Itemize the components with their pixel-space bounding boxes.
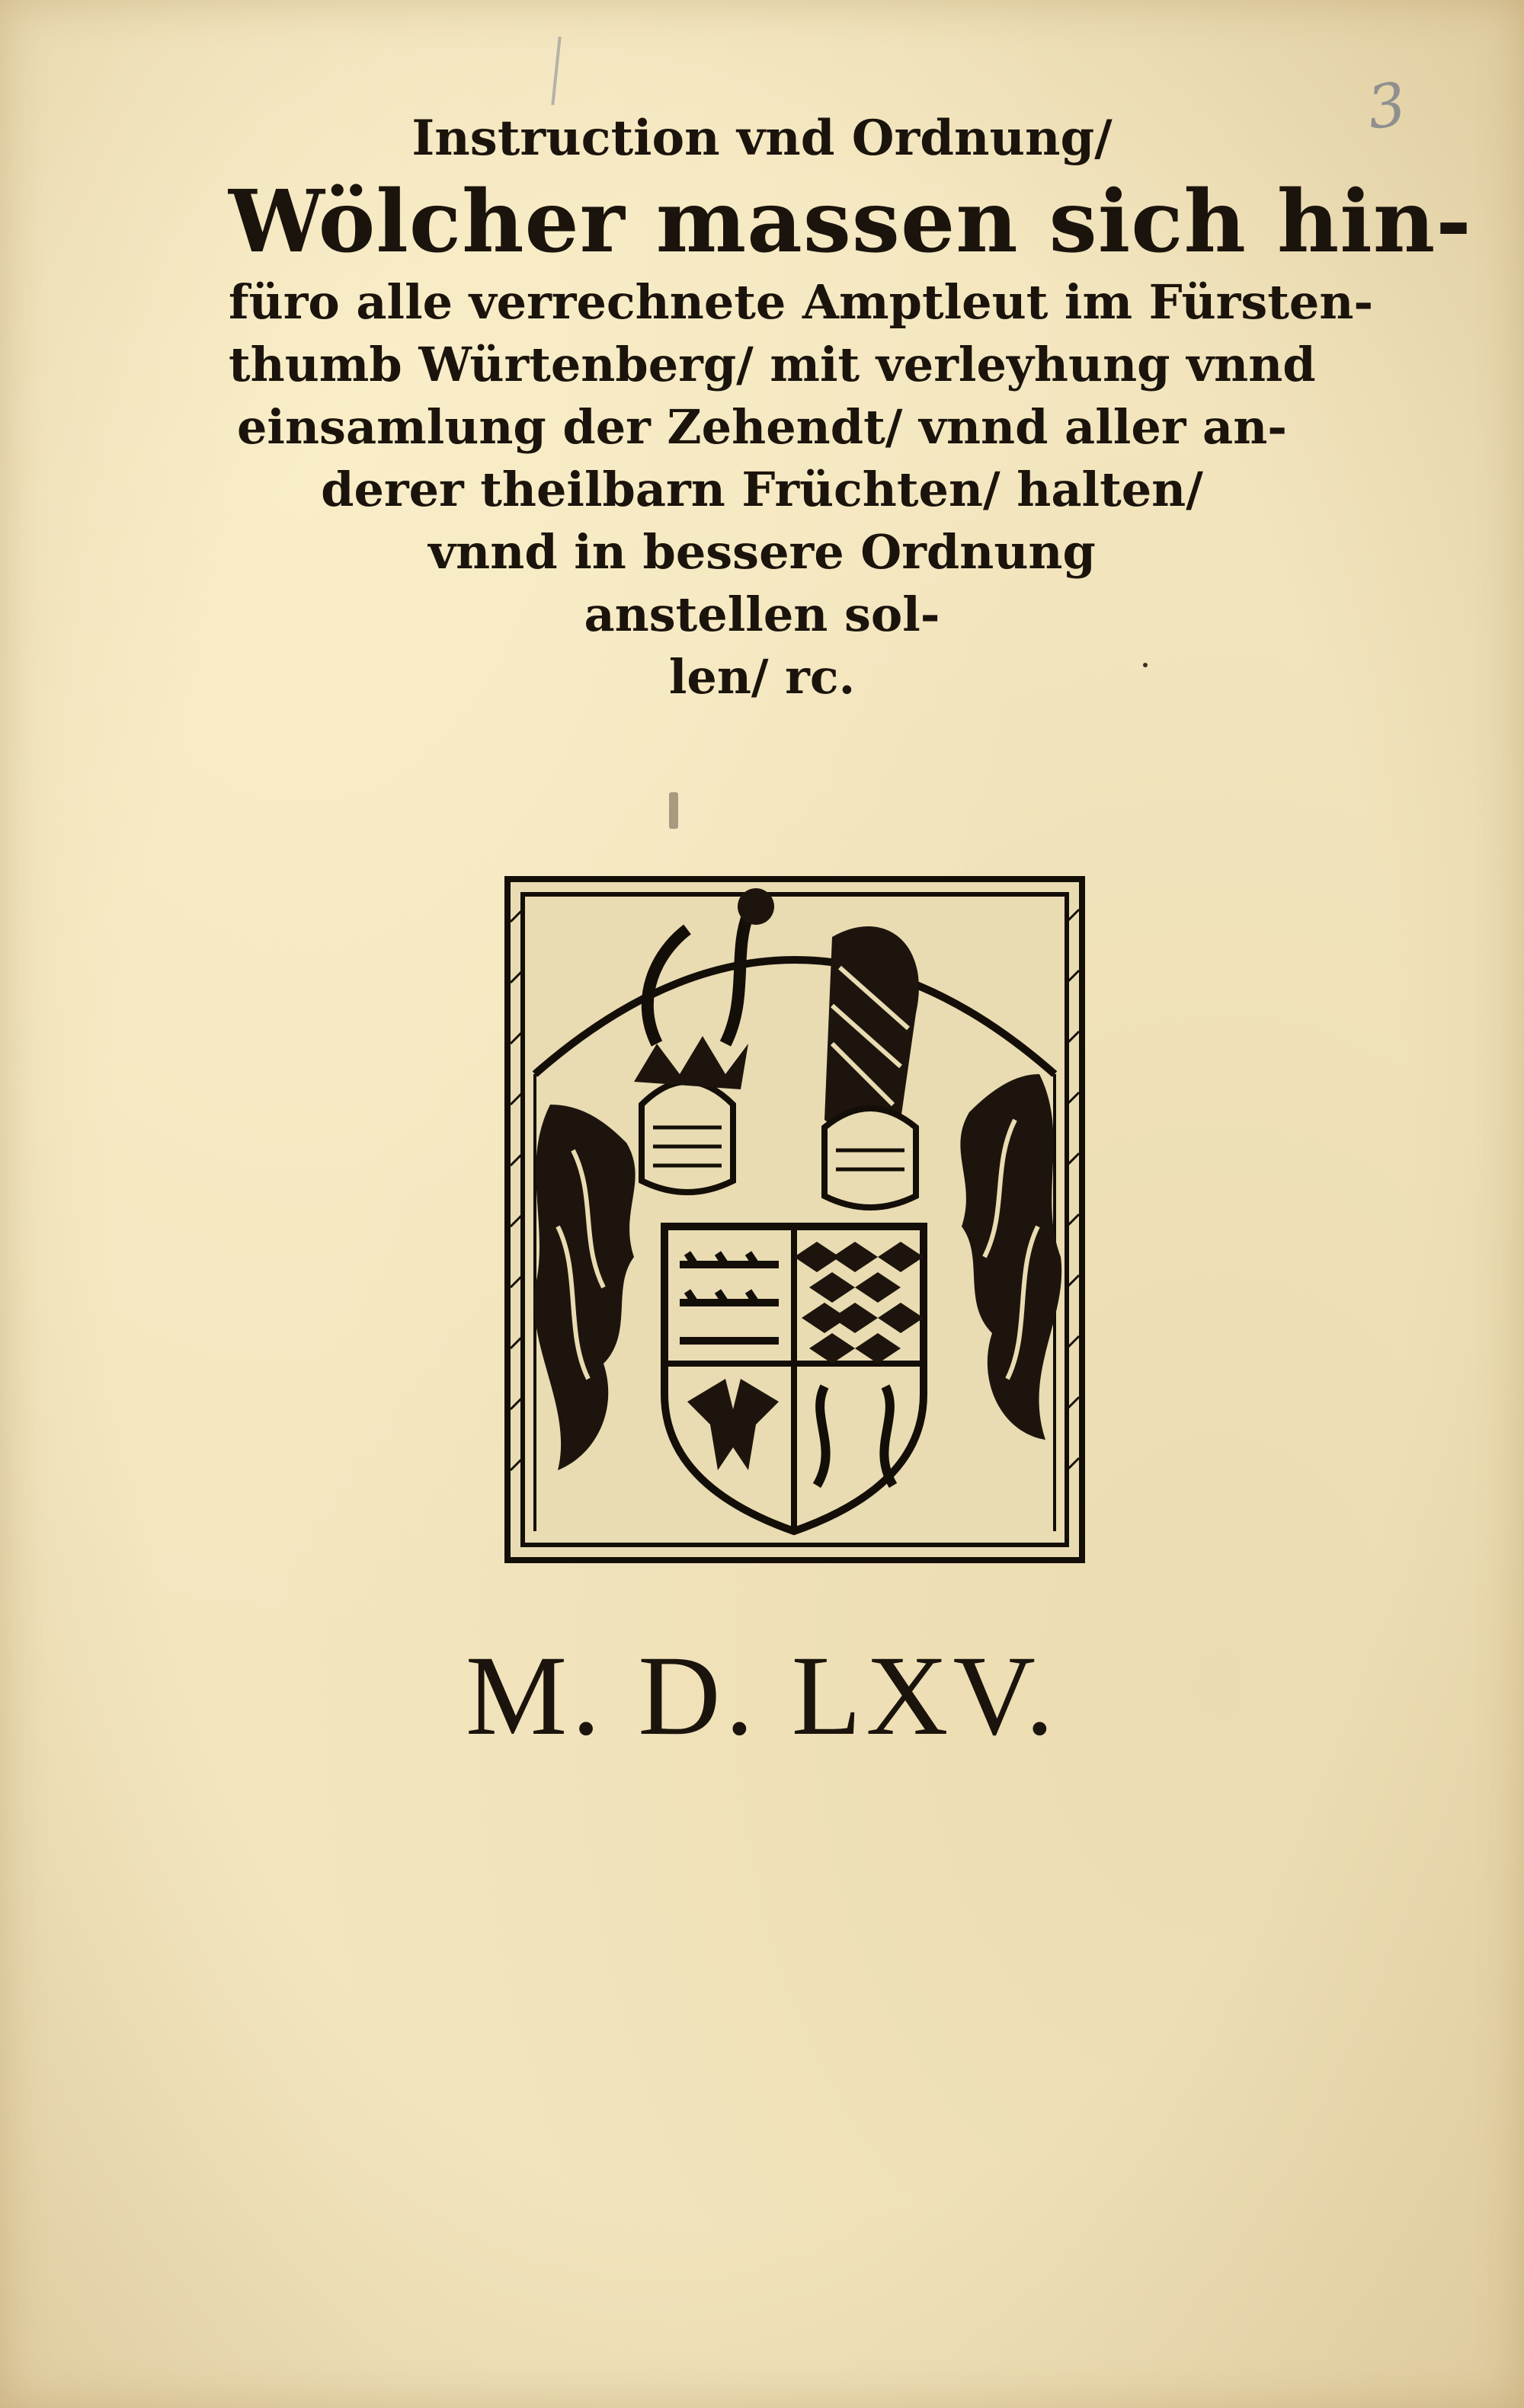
coat-of-arms-woodcut-icon (504, 876, 1085, 1563)
publication-year: M. D. LXV. (465, 1633, 1059, 1759)
pencil-mark-stroke (551, 37, 561, 105)
title-line-2: Wölcher massen sich hin- (229, 172, 1472, 272)
title-line-1: Instruction vnd Ordnung/ (411, 110, 1113, 167)
title-line-4: thumb Würtenberg/ mit verleyhung vnnd (229, 337, 1316, 392)
title-page-text (229, 110, 1472, 716)
ink-speck (1143, 663, 1148, 667)
title-line-5: einsamlung der Zehendt/ vnnd aller an- (236, 399, 1288, 455)
pencil-page-number: 3 (1362, 69, 1410, 144)
title-line-9: len/ rc. (668, 649, 856, 705)
ink-smudge (669, 792, 678, 829)
title-line-6: derer theilbarn Früchten/ halten/ (321, 462, 1203, 517)
title-line-7: vnnd in bessere Ordnung (428, 524, 1096, 580)
title-line-8: anstellen sol- (584, 587, 940, 642)
title-line-3: füro alle verrechnete Amptleut im Fürsten- (229, 274, 1374, 330)
